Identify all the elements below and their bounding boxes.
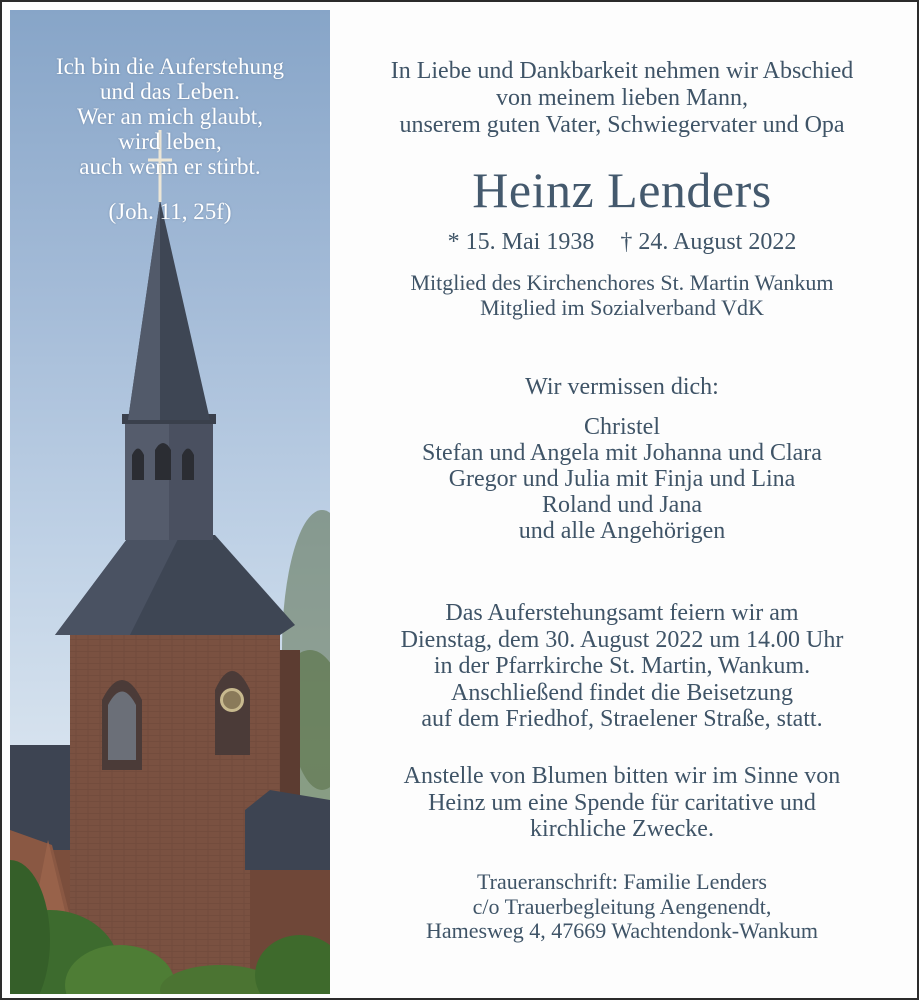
church-photo (10, 10, 330, 994)
donation-request (332, 763, 912, 843)
mourner-line: und alle Angehörigen (518, 518, 726, 544)
service-line: Dienstag, dem 30. August 2022 um 14.00 Uhr (400, 626, 844, 653)
service-line: Anschließend findet die Beisetzung (451, 679, 793, 706)
address-line: Traueranschrift: Familie Lenders (477, 869, 767, 894)
verse-line: Wer an mich glaubt, (77, 104, 263, 129)
membership-line: Mitglied im Sozialverband VdK (480, 295, 764, 320)
membership-line: Mitglied des Kirchenchores St. Martin Wankum (410, 270, 834, 295)
mourning-address (332, 870, 912, 944)
intro-line: In Liebe und Dankbarkeit nehmen wir Abschied (390, 58, 854, 84)
birth-date: * 15. Mai 1938 (447, 229, 595, 255)
service-line: auf dem Friedhof, Straelener Straße, statt. (421, 706, 823, 732)
verse-line: Ich bin die Auferstehung (55, 54, 285, 79)
verse-line: auch wenn er stirbt. (79, 154, 261, 179)
verse-line: wird leben, (118, 129, 222, 154)
mourners-heading: Wir vermissen dich: (525, 374, 719, 400)
service-line: Das Auferstehungsamt feiern wir am (445, 600, 799, 626)
memberships (332, 270, 912, 320)
mourner-line: Roland und Jana (542, 492, 702, 518)
verse-line: und das Leben. (100, 79, 240, 104)
verse-reference: (Joh. 11, 25f) (108, 199, 232, 224)
address-line: c/o Trauerbegleitung Aengenendt, (472, 893, 772, 919)
bible-verse (10, 54, 330, 224)
donation-line: kirchliche Zwecke. (530, 816, 714, 842)
intro-line: unserem guten Vater, Schwiegervater und Opa (399, 112, 845, 138)
life-dates (332, 227, 912, 257)
deceased-name: Heinz Lenders (472, 162, 772, 218)
mourner-line: Gregor und Julia mit Finja und Lina (448, 466, 796, 492)
mourner-line: Stefan und Angela mit Johanna und Clara (422, 440, 822, 466)
intro-line: von meinem lieben Mann, (496, 85, 748, 111)
address-line: Hamesweg 4, 47669 Wachtendonk-Wankum (426, 918, 818, 943)
mourners-list (332, 414, 912, 544)
farewell-intro (332, 58, 912, 139)
death-date: † 24. August 2022 (620, 229, 797, 255)
service-line: in der Pfarrkirche St. Martin, Wankum. (433, 653, 811, 679)
mourner-line: Christel (584, 414, 660, 440)
funeral-service-info (332, 600, 912, 733)
donation-line: Anstelle von Blumen bitten wir im Sinne von (403, 763, 841, 789)
donation-line: Heinz um eine Spende für caritative und (428, 789, 816, 816)
